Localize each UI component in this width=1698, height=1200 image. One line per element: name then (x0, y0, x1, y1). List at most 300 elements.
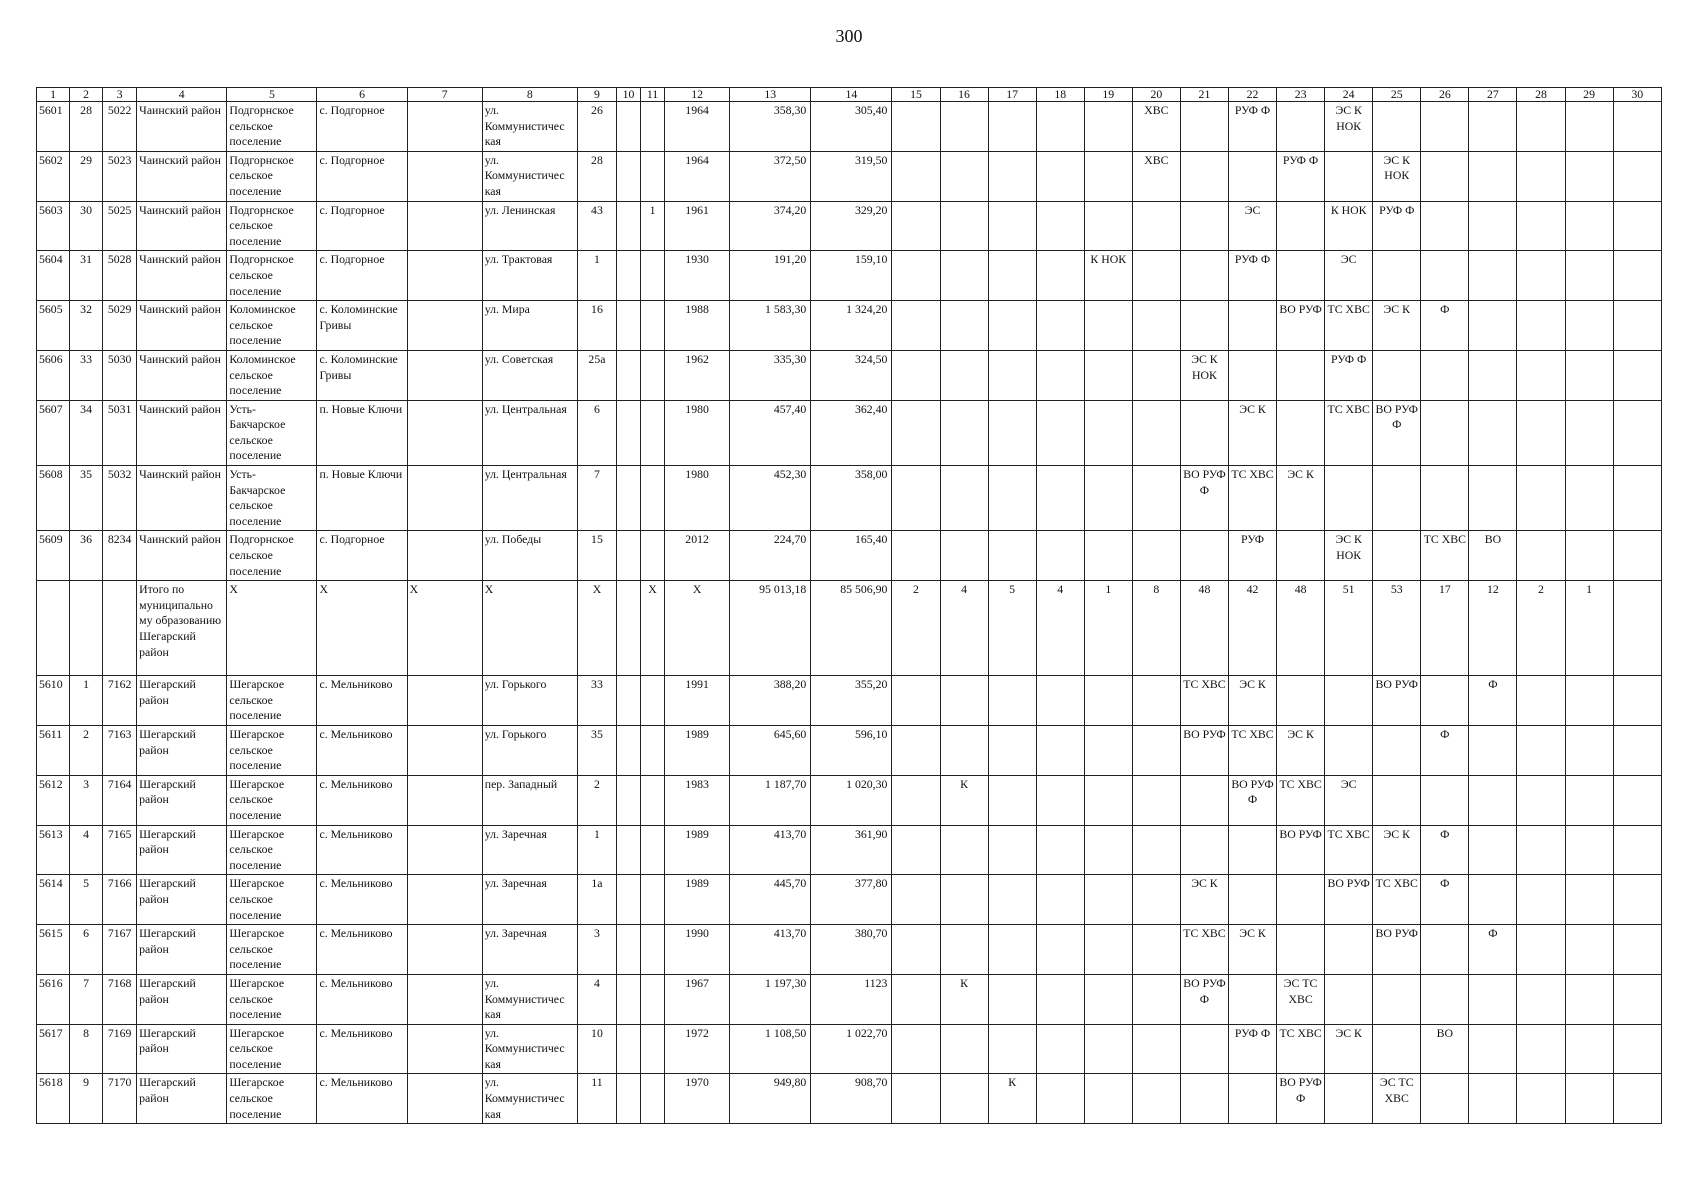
table-cell: 6 (577, 400, 616, 465)
table-cell (616, 102, 640, 152)
column-header: 22 (1228, 88, 1276, 102)
table-cell: ЭС К (1180, 875, 1228, 925)
column-header: 23 (1277, 88, 1325, 102)
table-cell (1180, 151, 1228, 201)
table-cell: ул. Заречная (482, 825, 577, 875)
table-cell: 1980 (665, 400, 730, 465)
table-cell (1084, 1024, 1132, 1074)
table-cell (1565, 676, 1613, 726)
table-cell: Шегарский район (137, 676, 227, 726)
table-cell (1180, 825, 1228, 875)
table-cell: ВО РУФ (1373, 925, 1421, 975)
table-cell (988, 251, 1036, 301)
table-cell: ЭС К НОК (1325, 531, 1373, 581)
table-cell: 8 (1132, 581, 1180, 676)
table-cell (940, 1074, 988, 1124)
table-cell (1517, 974, 1565, 1024)
table-cell (1036, 400, 1084, 465)
table-cell (988, 726, 1036, 776)
table-cell (1228, 151, 1276, 201)
table-cell (1421, 350, 1469, 400)
table-cell: ВО РУФ (1180, 726, 1228, 776)
table-cell (1517, 201, 1565, 251)
table-cell: Подгорнское сельское поселение (227, 151, 317, 201)
table-row (37, 581, 1662, 676)
table-cell: 362,40 (811, 400, 892, 465)
table-cell: 5607 (37, 400, 70, 465)
table-cell (1565, 925, 1613, 975)
table-cell: 1 324,20 (811, 301, 892, 351)
table-cell (1132, 825, 1180, 875)
table-cell: Ф (1421, 301, 1469, 351)
table-cell (892, 531, 940, 581)
table-cell (1565, 974, 1613, 1024)
table-cell (641, 974, 665, 1024)
table-cell (1084, 974, 1132, 1024)
table-cell: Чаинский район (137, 251, 227, 301)
table-cell (1517, 251, 1565, 301)
table-cell: 380,70 (811, 925, 892, 975)
table-cell: 7163 (103, 726, 137, 776)
table-cell (1036, 251, 1084, 301)
column-header: 4 (137, 88, 227, 102)
table-cell (641, 151, 665, 201)
table-cell (407, 726, 482, 776)
table-cell: 5615 (37, 925, 70, 975)
column-header: 28 (1517, 88, 1565, 102)
table-cell (1228, 875, 1276, 925)
table-cell (1421, 925, 1469, 975)
table-cell: 1964 (665, 151, 730, 201)
table-cell (1469, 201, 1517, 251)
table-cell (988, 201, 1036, 251)
table-cell (1565, 726, 1613, 776)
table-cell (988, 676, 1036, 726)
table-cell (1469, 825, 1517, 875)
table-cell: 1967 (665, 974, 730, 1024)
table-cell: ул. Ленинская (482, 201, 577, 251)
table-cell (1517, 301, 1565, 351)
table-cell: ВО РУФ Ф (1373, 400, 1421, 465)
table-cell (892, 1074, 940, 1124)
table-cell (1084, 825, 1132, 875)
table-cell: 645,60 (730, 726, 811, 776)
table-cell (616, 350, 640, 400)
table-cell: 224,70 (730, 531, 811, 581)
table-cell: Подгорнское сельское поселение (227, 102, 317, 152)
table-cell: Шегарское сельское поселение (227, 1024, 317, 1074)
table-cell: 25а (577, 350, 616, 400)
table-cell: 1990 (665, 925, 730, 975)
table-cell (1180, 201, 1228, 251)
table-cell: Шегарское сельское поселение (227, 1074, 317, 1124)
table-cell (940, 251, 988, 301)
table-cell: ул. Горького (482, 726, 577, 776)
table-cell (1084, 875, 1132, 925)
table-cell: ТС ХВС (1180, 676, 1228, 726)
table-cell: 1980 (665, 466, 730, 531)
table-cell (1132, 875, 1180, 925)
table-cell: ЭС ТС ХВС (1373, 1074, 1421, 1124)
table-cell (641, 726, 665, 776)
table-cell (1036, 350, 1084, 400)
table-cell: Х (665, 581, 730, 676)
table-cell (1469, 974, 1517, 1024)
table-cell: ул. Коммунистичес кая (482, 1024, 577, 1074)
table-cell (407, 531, 482, 581)
table-cell (641, 102, 665, 152)
table-cell: ВО (1421, 1024, 1469, 1074)
table-cell (892, 301, 940, 351)
table-cell: Коломинское сельское поселение (227, 350, 317, 400)
table-cell: Х (317, 581, 407, 676)
table-cell: Итого по муниципально му образованию Шегарский район (137, 581, 227, 676)
table-cell (1036, 676, 1084, 726)
table-cell (407, 875, 482, 925)
table-cell: Шегарский район (137, 925, 227, 975)
table-cell (1565, 201, 1613, 251)
table-cell: ЭС К (1228, 925, 1276, 975)
table-cell (1517, 1074, 1565, 1124)
table-cell (616, 531, 640, 581)
column-header: 3 (103, 88, 137, 102)
table-cell: ХВС (1132, 102, 1180, 152)
table-cell: ВО РУФ Ф (1228, 775, 1276, 825)
table-cell: ул. Заречная (482, 875, 577, 925)
table-cell: 1 (577, 825, 616, 875)
table-cell: 6 (70, 925, 103, 975)
table-cell: 35 (70, 466, 103, 531)
table-row (37, 466, 1662, 531)
table-cell (1373, 531, 1421, 581)
table-cell: с. Подгорное (317, 151, 407, 201)
table-cell (616, 726, 640, 776)
table-cell: 8 (70, 1024, 103, 1074)
table-cell: 1 (577, 251, 616, 301)
table-cell: 3 (70, 775, 103, 825)
page-number: 300 (835, 26, 863, 46)
table-cell (1421, 1074, 1469, 1124)
table-cell (1565, 775, 1613, 825)
table-cell: Чаинский район (137, 466, 227, 531)
table-row (37, 676, 1662, 726)
table-cell (1517, 875, 1565, 925)
table-cell (1373, 350, 1421, 400)
table-cell (988, 151, 1036, 201)
table-cell (1277, 400, 1325, 465)
table-cell (1132, 466, 1180, 531)
header-row (37, 88, 1662, 102)
table-cell: 1962 (665, 350, 730, 400)
table-cell (1373, 1024, 1421, 1074)
table-cell: 324,50 (811, 350, 892, 400)
table-cell (1517, 825, 1565, 875)
table-cell (1084, 201, 1132, 251)
table-cell (988, 350, 1036, 400)
table-cell: 5028 (103, 251, 137, 301)
table-cell: 7162 (103, 676, 137, 726)
table-cell (940, 102, 988, 152)
table-cell: с. Мельниково (317, 875, 407, 925)
table-cell: 53 (1373, 581, 1421, 676)
column-header: 17 (988, 88, 1036, 102)
table-cell: 7170 (103, 1074, 137, 1124)
table-cell (641, 925, 665, 975)
table-cell (1132, 201, 1180, 251)
table-cell (892, 466, 940, 531)
table-cell (1277, 531, 1325, 581)
table-cell (988, 1024, 1036, 1074)
table-cell: К НОК (1084, 251, 1132, 301)
table-cell (1036, 151, 1084, 201)
table-cell (1325, 726, 1373, 776)
table-cell: ЭС (1325, 775, 1373, 825)
table-cell (940, 151, 988, 201)
table-cell (892, 201, 940, 251)
table-cell (1469, 301, 1517, 351)
table-cell: ЭС ТС ХВС (1277, 974, 1325, 1024)
table-cell (1132, 251, 1180, 301)
table-cell: 5601 (37, 102, 70, 152)
table-cell: 5613 (37, 825, 70, 875)
table-cell (103, 581, 137, 676)
table-cell: 5611 (37, 726, 70, 776)
table-cell: ВО РУФ (1277, 825, 1325, 875)
table-cell (892, 151, 940, 201)
table-cell: К (988, 1074, 1036, 1124)
table-cell (641, 825, 665, 875)
table-cell: 33 (70, 350, 103, 400)
table-row (37, 301, 1662, 351)
table-cell: Ф (1469, 676, 1517, 726)
table-cell (988, 400, 1036, 465)
table-cell: Ф (1469, 925, 1517, 975)
table-cell: ВО РУФ Ф (1180, 466, 1228, 531)
table-cell: 1 583,30 (730, 301, 811, 351)
table-cell (1132, 400, 1180, 465)
table-cell (1613, 925, 1661, 975)
table-cell (892, 676, 940, 726)
table-cell: 5609 (37, 531, 70, 581)
table-cell (940, 400, 988, 465)
table-cell: 159,10 (811, 251, 892, 301)
table-cell (988, 301, 1036, 351)
table-cell: ЭС К НОК (1373, 151, 1421, 201)
table-row (37, 775, 1662, 825)
table-cell (407, 301, 482, 351)
table-cell (641, 350, 665, 400)
table-cell: 32 (70, 301, 103, 351)
column-header: 10 (616, 88, 640, 102)
table-cell: 4 (940, 581, 988, 676)
table-cell: 4 (577, 974, 616, 1024)
column-header: 5 (227, 88, 317, 102)
table-cell (616, 676, 640, 726)
column-header: 25 (1373, 88, 1421, 102)
table-cell (1277, 102, 1325, 152)
table-cell (1565, 251, 1613, 301)
table-cell: Х (641, 581, 665, 676)
table-cell: ЭС К (1228, 400, 1276, 465)
table-cell: 377,80 (811, 875, 892, 925)
table-cell (1565, 151, 1613, 201)
table-cell (1373, 102, 1421, 152)
table-cell (1469, 400, 1517, 465)
table-cell: 1930 (665, 251, 730, 301)
table-cell: Х (577, 581, 616, 676)
table-cell (641, 1024, 665, 1074)
table-cell: 5616 (37, 974, 70, 1024)
table-cell: 7 (70, 974, 103, 1024)
table-cell: ХВС (1132, 151, 1180, 201)
table-cell: 361,90 (811, 825, 892, 875)
table-cell: Коломинское сельское поселение (227, 301, 317, 351)
table-cell (1180, 1024, 1228, 1074)
table-cell (641, 775, 665, 825)
table-cell: 1а (577, 875, 616, 925)
table-cell: ТС ХВС (1325, 301, 1373, 351)
table-cell (1565, 400, 1613, 465)
table-cell (892, 775, 940, 825)
table-cell (1373, 775, 1421, 825)
table-cell (1565, 301, 1613, 351)
table-cell (1469, 350, 1517, 400)
table-cell: 1983 (665, 775, 730, 825)
table-cell (1373, 466, 1421, 531)
table-cell: с. Мельниково (317, 775, 407, 825)
table-cell (407, 151, 482, 201)
table-cell (1036, 102, 1084, 152)
table-cell (1036, 925, 1084, 975)
table-cell: 358,00 (811, 466, 892, 531)
table-cell: ВО РУФ Ф (1277, 1074, 1325, 1124)
table-cell (1421, 974, 1469, 1024)
table-cell: 5618 (37, 1074, 70, 1124)
table-cell (1613, 825, 1661, 875)
table-cell: 35 (577, 726, 616, 776)
table-cell: ВО РУФ (1325, 875, 1373, 925)
table-cell: 1 020,30 (811, 775, 892, 825)
table-cell: ул. Трактовая (482, 251, 577, 301)
table-cell (1036, 825, 1084, 875)
table-cell (1084, 1074, 1132, 1124)
table-cell (1421, 775, 1469, 825)
table-cell: 3 (577, 925, 616, 975)
table-cell (1277, 925, 1325, 975)
table-cell (1036, 974, 1084, 1024)
table-cell: 7164 (103, 775, 137, 825)
column-header: 26 (1421, 88, 1469, 102)
table-cell (1180, 531, 1228, 581)
table-cell: 596,10 (811, 726, 892, 776)
table-cell (1469, 1074, 1517, 1124)
table-cell: 1988 (665, 301, 730, 351)
table-cell (407, 775, 482, 825)
table-cell (940, 350, 988, 400)
table-cell: ТС ХВС (1277, 775, 1325, 825)
table-cell (892, 974, 940, 1024)
table-cell: ЭС (1325, 251, 1373, 301)
table-cell (407, 350, 482, 400)
table-cell (1228, 301, 1276, 351)
table-cell: 5608 (37, 466, 70, 531)
table-cell: ТС ХВС (1228, 466, 1276, 531)
table-cell: 5603 (37, 201, 70, 251)
table-cell: 1 187,70 (730, 775, 811, 825)
table-cell (641, 531, 665, 581)
table-cell: Ф (1421, 875, 1469, 925)
table-cell: Чаинский район (137, 151, 227, 201)
table-cell: 5602 (37, 151, 70, 201)
table-cell: 5 (988, 581, 1036, 676)
table-cell: Подгорнское сельское поселение (227, 201, 317, 251)
table-cell (407, 400, 482, 465)
table-cell: ВО (1469, 531, 1517, 581)
table-row (37, 1074, 1662, 1124)
table-cell: Шегарский район (137, 825, 227, 875)
table-cell: ул. Мира (482, 301, 577, 351)
table-cell: 2012 (665, 531, 730, 581)
table-cell (407, 251, 482, 301)
table-cell (892, 350, 940, 400)
table-cell (1565, 466, 1613, 531)
table-cell: 8234 (103, 531, 137, 581)
table-cell (892, 251, 940, 301)
table-cell (1421, 400, 1469, 465)
table-cell (616, 301, 640, 351)
table-cell: 5605 (37, 301, 70, 351)
table-cell (1084, 350, 1132, 400)
table-cell: 12 (1469, 581, 1517, 676)
table-cell (1613, 676, 1661, 726)
table-cell (1228, 1074, 1276, 1124)
column-header: 14 (811, 88, 892, 102)
table-cell (1517, 466, 1565, 531)
table-cell (616, 974, 640, 1024)
table-cell: ЭС (1228, 201, 1276, 251)
table-cell: 34 (70, 400, 103, 465)
table-cell (892, 825, 940, 875)
table-cell (1132, 1074, 1180, 1124)
table-cell: 31 (70, 251, 103, 301)
table-cell: 4 (1036, 581, 1084, 676)
table-cell: 51 (1325, 581, 1373, 676)
table-cell: 445,70 (730, 875, 811, 925)
table-cell (1036, 726, 1084, 776)
table-cell: 5030 (103, 350, 137, 400)
table-cell: ул. Коммунистичес кая (482, 974, 577, 1024)
table-cell (988, 925, 1036, 975)
table-cell: Шегарский район (137, 875, 227, 925)
table-cell (1373, 974, 1421, 1024)
table-cell: К НОК (1325, 201, 1373, 251)
table-cell: Шегарский район (137, 1074, 227, 1124)
table-cell (1036, 775, 1084, 825)
table-cell: с. Мельниково (317, 1074, 407, 1124)
table-cell: 2 (1517, 581, 1565, 676)
table-cell (1036, 301, 1084, 351)
table-cell (940, 301, 988, 351)
table-row (37, 102, 1662, 152)
table-cell: 319,50 (811, 151, 892, 201)
table-cell (1036, 201, 1084, 251)
table-cell (641, 676, 665, 726)
table-cell (940, 531, 988, 581)
table-cell (892, 925, 940, 975)
column-header: 11 (641, 88, 665, 102)
table-cell (616, 775, 640, 825)
table-cell: ул. Центральная (482, 466, 577, 531)
